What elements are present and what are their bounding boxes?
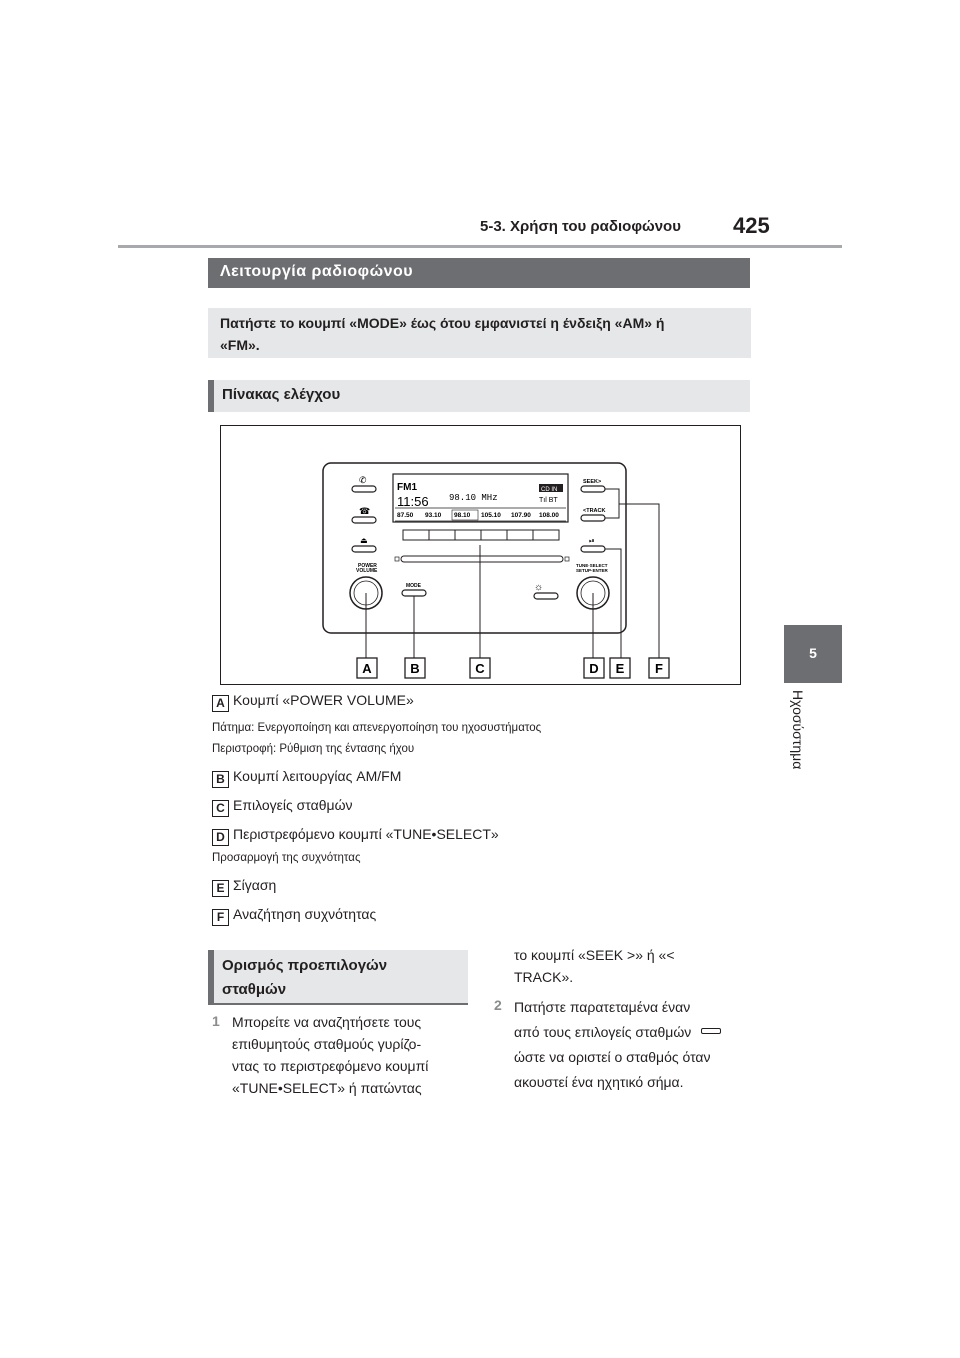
step-2-line-4: ακουστεί ένα ηχητικό σήμα. [514, 1074, 684, 1090]
main-heading: Λειτουργία ραδιοφώνου [208, 258, 750, 288]
header-divider [118, 245, 842, 248]
legend-text-e: Σίγαση [233, 877, 277, 893]
preset-freq-2: 93.10 [425, 512, 442, 519]
presets-heading [208, 950, 468, 1004]
radio-illustration [221, 426, 742, 686]
legend-item-c [212, 797, 353, 817]
eject-button [352, 546, 376, 552]
legend-letter-a: A [212, 695, 229, 712]
legend-letter-c: C [212, 800, 229, 817]
preset-freq-4: 105.10 [481, 512, 501, 519]
mode-label: MODE [406, 583, 421, 589]
tune-label-1: TUNE·SELECT [576, 563, 608, 568]
control-panel-heading: Πίνακας ελέγχου [208, 380, 750, 412]
callout-b-label: B [410, 661, 420, 676]
preset-freq-1: 87.50 [397, 512, 414, 519]
play-pause-icon: ⏯ [589, 538, 595, 545]
legend-text-b: Κουμπί λειτουργίας AM/FM [233, 768, 402, 784]
preset-freq-5: 107.90 [511, 512, 531, 519]
step-2-text [514, 995, 721, 1095]
presets-heading-line-1: Ορισμός προεπιλογών [222, 957, 388, 974]
radio-diagram [220, 425, 741, 685]
step-1-line-2: επιθυμητούς σταθμούς γυρίζο- [232, 1036, 422, 1052]
eject-icon: ⏏ [360, 536, 368, 545]
page-number: 425 [733, 213, 770, 238]
instruction-note [208, 308, 751, 358]
legend-item-a [212, 692, 414, 712]
step-1-text [232, 1011, 428, 1099]
callout-e-label: E [615, 661, 625, 676]
phone-button [352, 486, 376, 492]
legend-text-a: Κουμπί «POWER VOLUME» [233, 692, 414, 708]
legend-letter-d: D [212, 829, 229, 846]
power-label-1: POWER [358, 563, 377, 569]
brightness-button [534, 593, 558, 599]
step-2-line-3: ώστε να οριστεί ο σταθμός όταν [514, 1049, 711, 1065]
legend-letter-b: B [212, 771, 229, 788]
display-frequency: 98.10 MHz [449, 493, 498, 503]
phone-icon: ✆ [359, 475, 367, 485]
step-2-line-2: από τους επιλογείς σταθμών [514, 1020, 721, 1045]
presets-heading-rule [208, 1003, 468, 1005]
legend-item-e [212, 877, 276, 897]
brightness-icon: ☼ [534, 582, 544, 593]
power-label-2: VOLUME [356, 568, 378, 574]
display-time: 11:56 [397, 494, 429, 509]
hangup-button [352, 517, 376, 523]
display-band: FM1 [397, 482, 417, 493]
callout-f-label: F [655, 661, 663, 676]
mute-button [581, 546, 605, 552]
legend-item-b [212, 768, 401, 788]
track-label: <TRACK [583, 508, 606, 514]
legend-text-d: Περιστρεφόμενο κουμπί «TUNE•SELECT» [233, 826, 499, 842]
section-title: 5-3. Χρήση του ραδιοφώνου [480, 218, 681, 235]
preset-button-icon [701, 1028, 721, 1034]
step-1-line-1: Μπορείτε να αναζητήσετε τους [232, 1014, 422, 1030]
legend-letter-e: E [212, 880, 229, 897]
cd-slot [401, 556, 563, 562]
legend-note-a2: Περιστροφή: Ρύθμιση της έντασης ήχου [212, 743, 415, 755]
callout-c-label: C [475, 661, 485, 676]
preset-freq-3: 98.10 [454, 512, 471, 519]
step-2-line-1: Πατήστε παρατεταμένα έναν [514, 999, 691, 1015]
mode-button [402, 590, 426, 596]
presets-heading-line-2: σταθμών [222, 981, 287, 998]
step-1-line-4: «TUNE•SELECT» ή πατώντας [232, 1080, 422, 1096]
note-line-1: Πατήστε το κουμπί «MODE» έως ότου εμφανιστεί η ένδειξη «AM» ή [220, 315, 665, 331]
step-1-number: 1 [212, 1013, 220, 1029]
legend-text-f: Αναζήτηση συχνότητας [233, 906, 377, 922]
signal-indicator: Tıl BT [539, 497, 558, 504]
chapter-tab [784, 625, 842, 683]
legend-note-a1: Πάτημα: Ενεργοποίηση και απενεργοποίηση του ηχοσυστήματος [212, 722, 542, 734]
callout-a-label: A [362, 661, 372, 676]
legend-item-f [212, 906, 376, 926]
seek-label: SEEK> [583, 479, 602, 485]
track-button [581, 515, 605, 521]
seek-button [581, 486, 605, 492]
legend-letter-f: F [212, 909, 229, 926]
tune-label-2: SETUP·ENTER [576, 568, 608, 573]
cd-in-label: CD IN [541, 487, 558, 493]
chapter-label: Ηχοσύστημα [790, 690, 806, 770]
step-1-line-3: ντας το περιστρεφόμενο κουμπί [232, 1058, 429, 1074]
step-1-continued [514, 944, 675, 988]
callout-d-label: D [589, 661, 599, 676]
legend-text-c: Επιλογείς σταθμών [233, 797, 353, 813]
step-1-cont-line-1: το κουμπί «SEEK >» ή «< [514, 947, 675, 963]
step-2-number: 2 [494, 997, 502, 1013]
legend-note-d: Προσαρμογή της συχνότητας [212, 852, 361, 864]
legend-item-d [212, 826, 499, 846]
note-line-2: «FM». [220, 337, 260, 353]
step-1-cont-line-2: TRACK». [514, 969, 574, 985]
chapter-number: 5 [809, 645, 817, 661]
hangup-icon: ☎ [359, 506, 371, 516]
preset-freq-6: 108.00 [539, 512, 559, 519]
